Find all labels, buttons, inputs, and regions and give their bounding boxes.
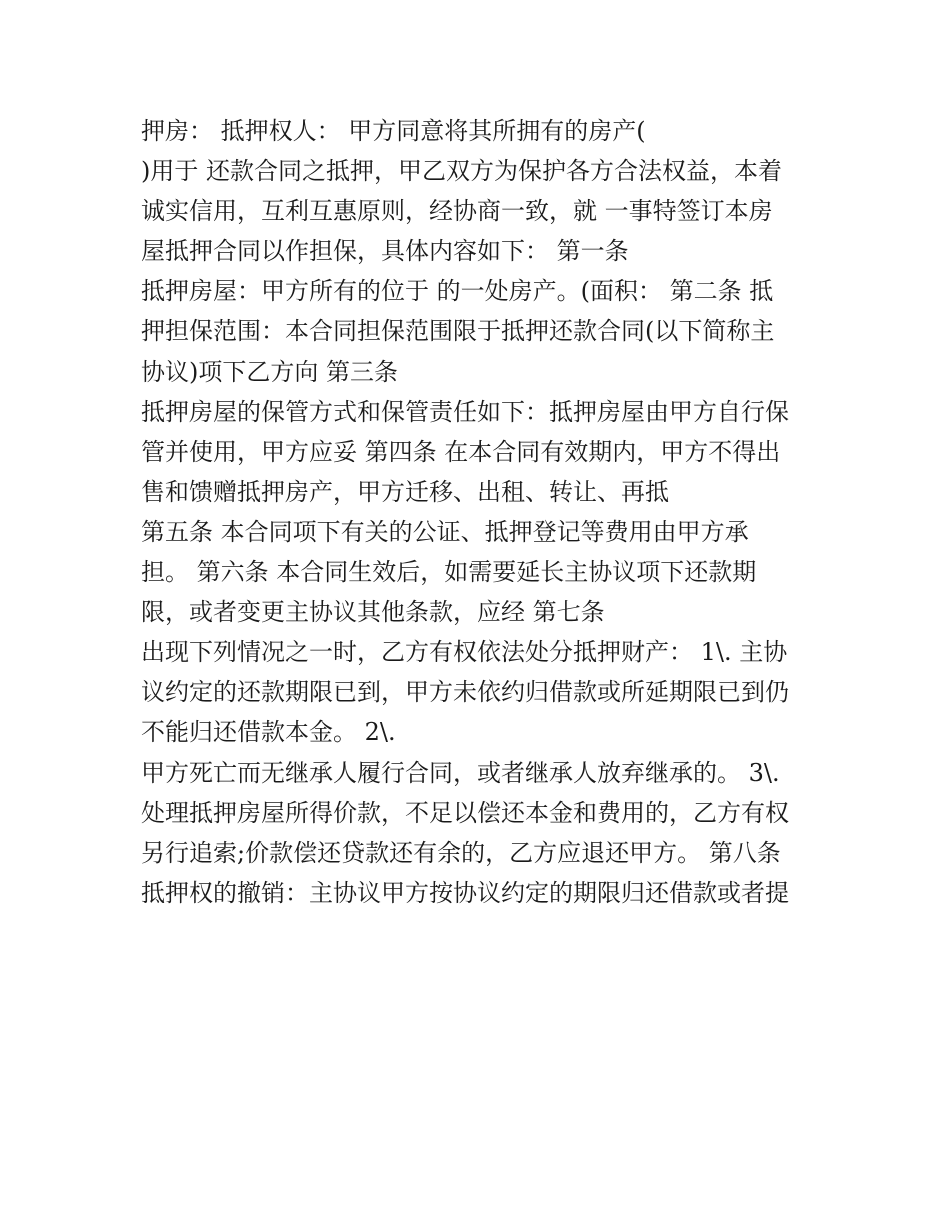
- text-line: 管并使用，甲方应妥 第四条 在本合同有效期内，甲方不得出: [141, 437, 781, 466]
- text-line: 售和馈赠抵押房产，甲方迁移、出租、转让、再抵: [141, 477, 669, 506]
- text-line: 押担保范围：本合同担保范围限于抵押还款合同(以下简称主: [141, 317, 775, 346]
- text-line: 抵押房屋：甲方所有的位于 的一处房产。(面积： 第二条 抵: [141, 277, 774, 306]
- text-line: )用于 还款合同之抵押，甲乙双方为保护各方合法权益，本着: [141, 157, 782, 186]
- text-line: 担。 第六条 本合同生效后，如需要延长主协议项下还款期: [141, 558, 757, 587]
- text-line: 协议)项下乙方向 第三条: [141, 357, 398, 386]
- text-line: 抵押权的撤销：主协议甲方按协议约定的期限归还借款或者提: [141, 878, 789, 907]
- text-line: 诚实信用，互利互惠原则，经协商一致，就 一事特签订本房: [141, 197, 773, 226]
- text-line: 甲方死亡而无继承人履行合同，或者继承人放弃继承的。 3\.: [141, 758, 780, 787]
- text-line: 议约定的还款期限已到，甲方未依约归借款或所延期限已到仍: [141, 678, 789, 707]
- text-line: 抵押房屋的保管方式和保管责任如下：抵押房屋由甲方自行保: [141, 397, 789, 426]
- text-line: 第五条 本合同项下有关的公证、抵押登记等费用由甲方承: [141, 517, 749, 546]
- text-line: 屋抵押合同以作担保，具体内容如下： 第一条: [141, 237, 629, 266]
- text-line: 另行追索;价款偿还贷款还有余的，乙方应退还甲方。 第八条: [141, 838, 781, 867]
- text-line: 押房： 抵押权人： 甲方同意将其所拥有的房产(: [141, 117, 646, 145]
- text-line: 限，或者变更主协议其他条款，应经 第七条: [141, 598, 605, 627]
- text-line: 处理抵押房屋所得价款，不足以偿还本金和费用的，乙方有权: [141, 798, 789, 827]
- text-line: 出现下列情况之一时，乙方有权依法处分抵押财产： 1\. 主协: [141, 638, 788, 667]
- text-line: 不能归还借款本金。 2\.: [141, 718, 396, 747]
- document-body: [141, 111, 821, 913]
